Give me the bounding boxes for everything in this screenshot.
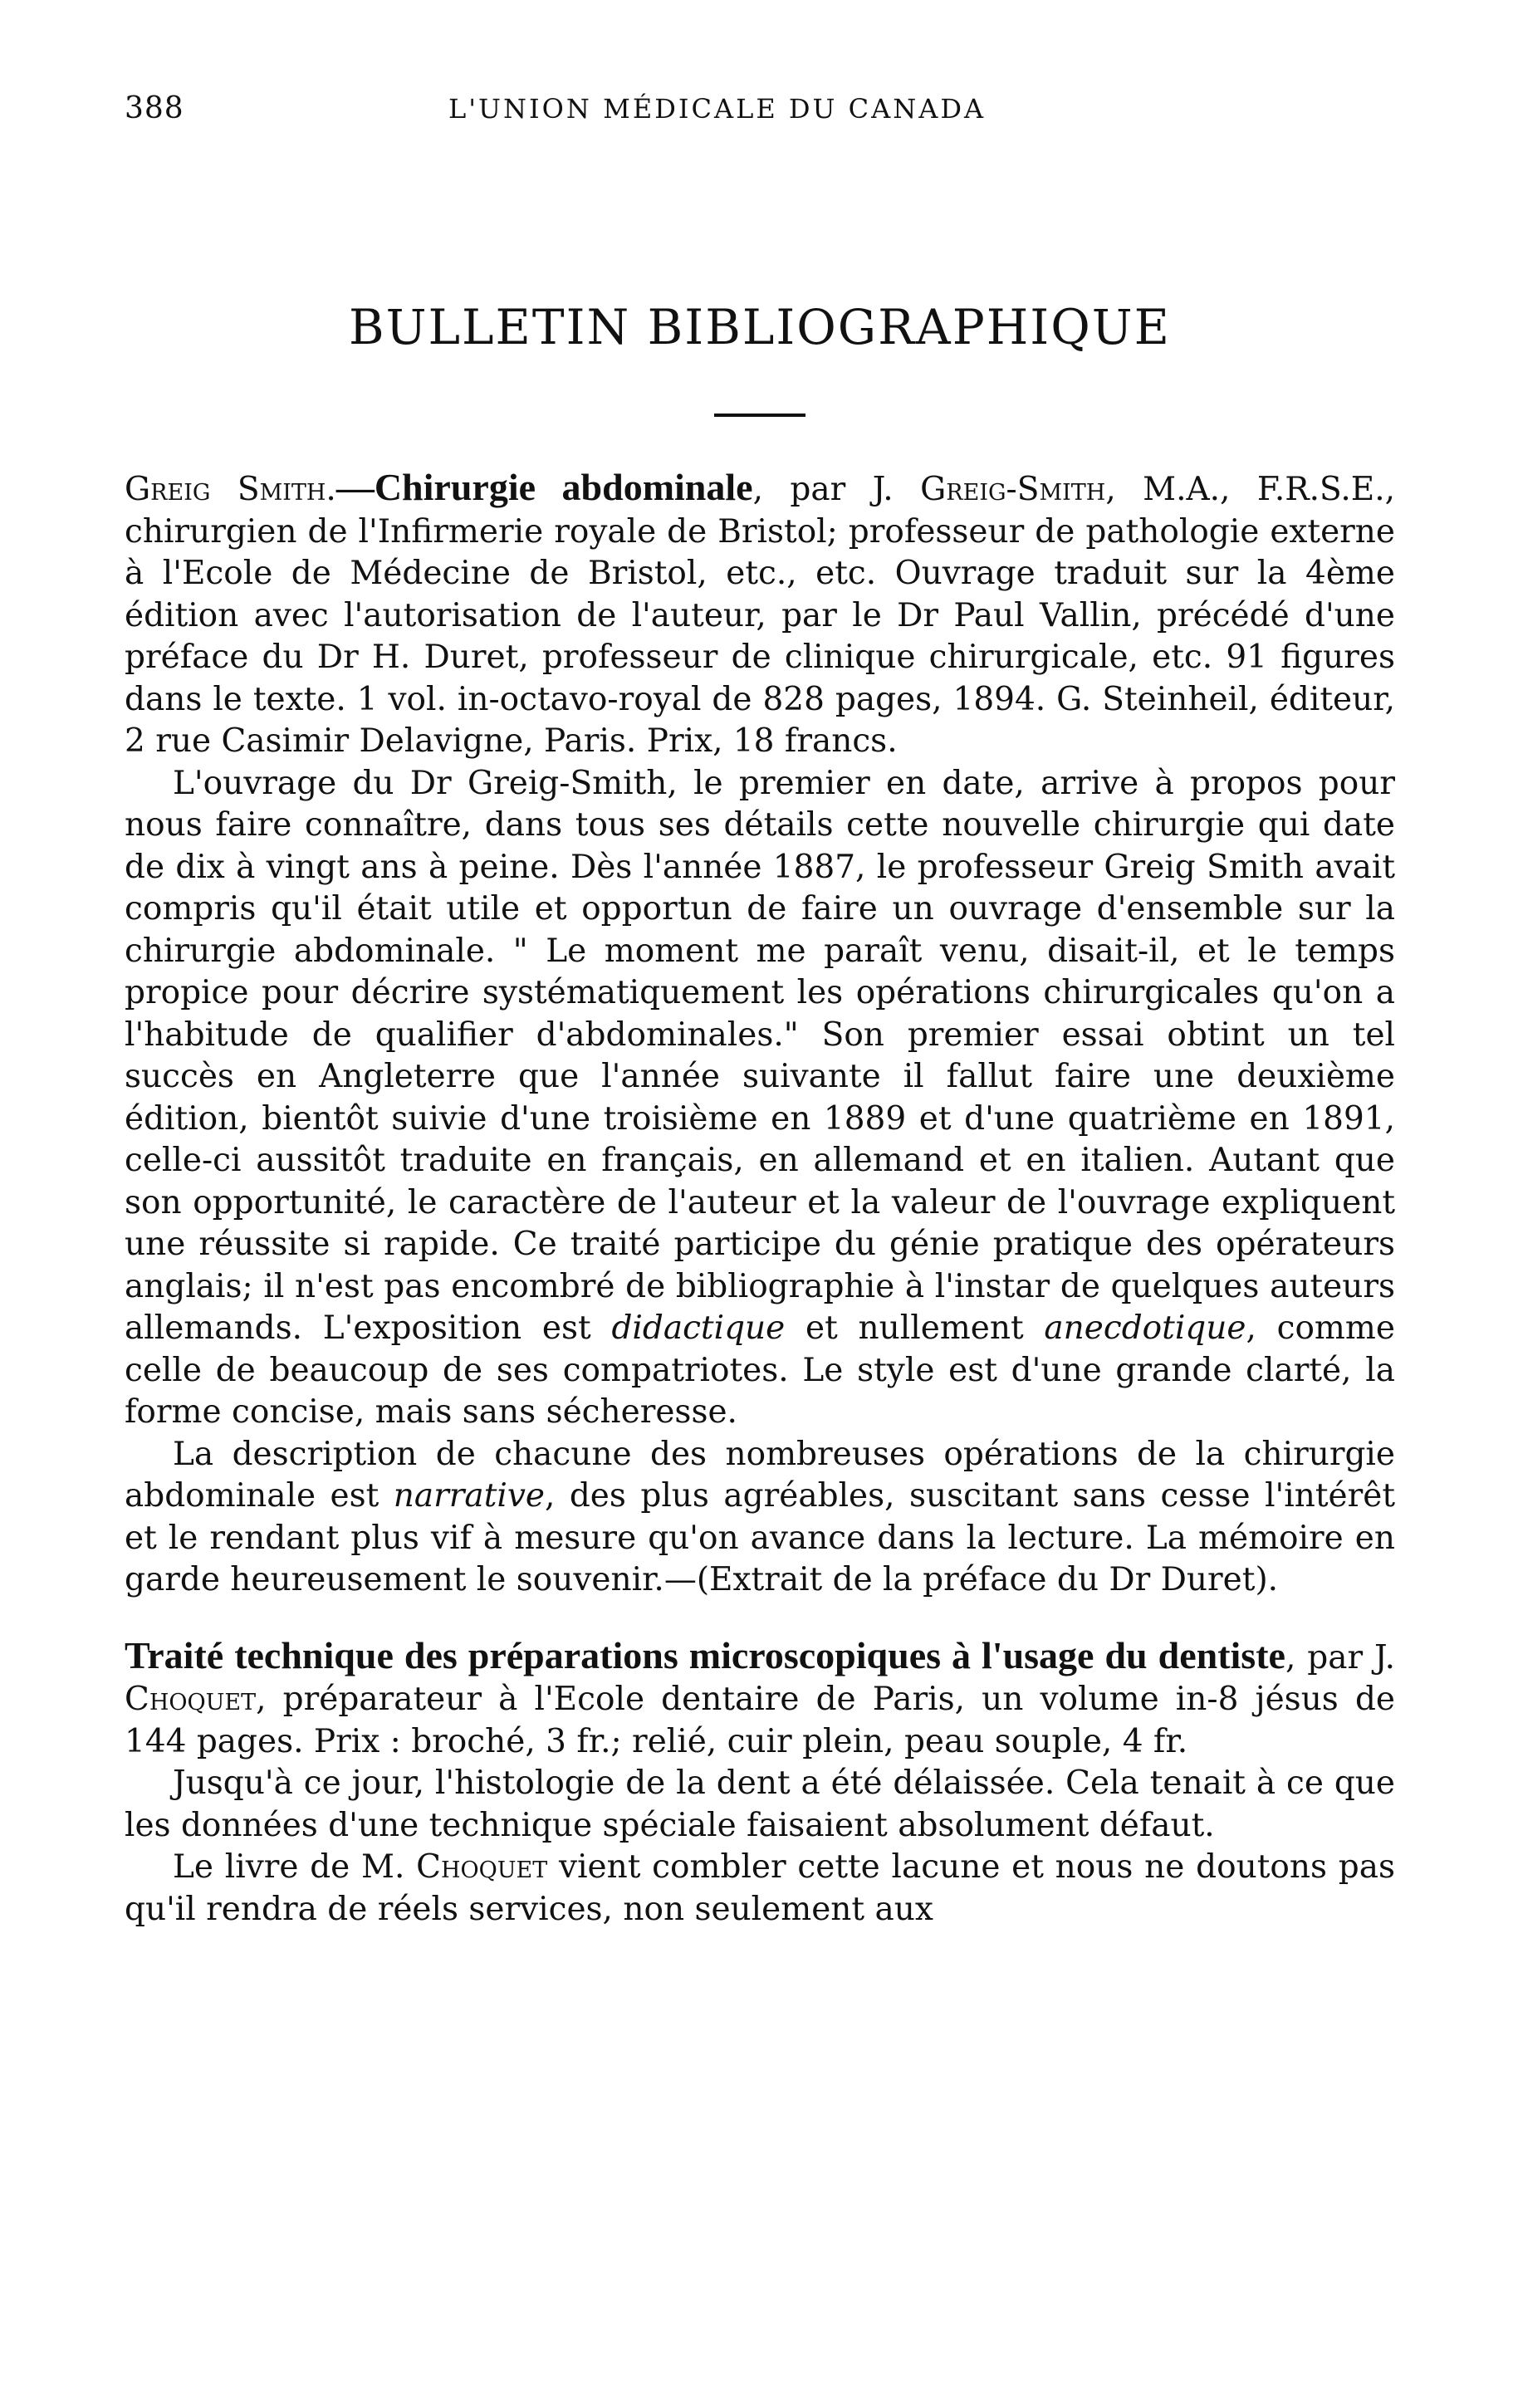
entry-2-p3-b: vient combler cette lacune et nous ne doutons pas qu'il rendra de réels services, non seulement aux xyxy=(125,1848,1395,1928)
entry-1-p2-c: , comme celle de beaucoup de ses compatriotes. Le style est d'une grande clarté, la forme concise, mais sans sécheresse. xyxy=(125,1309,1395,1431)
entry-1-paragraph-3 xyxy=(125,1434,1395,1602)
entry-2-text-b: , préparateur à l'Ecole dentaire de Paris, un volume in-8 jésus de 144 pages. Prix : broché, 3 fr.; relié, cuir plein, peau souple, 4 fr. xyxy=(125,1681,1395,1760)
title-rule xyxy=(714,414,805,417)
entry-1-paragraph-2 xyxy=(125,763,1395,1434)
review-entry-2 xyxy=(125,1635,1395,1931)
entry-2-citation xyxy=(125,1635,1395,1764)
entry-2-text-a: , par J. xyxy=(1285,1638,1395,1676)
entry-2-paragraph-2: Jusqu'à ce jour, l'histologie de la dent a été délaissée. Cela tenait à ce que les données d'une technique spéciale faisaient absolument défaut. xyxy=(125,1764,1395,1844)
page-number: 388 xyxy=(125,91,184,125)
entry-1-p3-b: , des plus agréables, suscitant sans cesse l'intérêt et le rendant plus vif à mesure qu'on avance dans la lecture. La mémoire en garde heureusement le souvenir.—(Extrait de la préface du Dr Duret). xyxy=(125,1477,1395,1598)
entry-1-text-a: , par J. xyxy=(752,471,921,508)
journal-title: L'UNION MÉDICALE DU CANADA xyxy=(448,93,987,125)
entry-1-author-full: Greig-Smith xyxy=(920,471,1106,508)
entry-1-p2-italic-1: didactique xyxy=(611,1309,786,1347)
entry-1-author: Greig Smith. xyxy=(125,471,336,508)
entry-1-p3-a: La description de chacune des nombreuses opérations de la chirurgie abdominale est xyxy=(125,1435,1395,1515)
section-title: BULLETIN BIBLIOGRAPHIQUE xyxy=(349,299,1171,355)
entry-1-p2-italic-2: anecdotique xyxy=(1044,1309,1246,1347)
running-head xyxy=(125,91,1395,141)
entry-2-paragraph-3 xyxy=(125,1847,1395,1931)
entry-1-p3-italic: narrative xyxy=(393,1477,545,1515)
entry-1-text-b: , M.A., F.R.S.E., chirurgien de l'Infirmerie royale de Bristol; professeur de pathologie externe à l'Ecole de Médecine de Bristol, etc., etc. Ouvrage traduit sur la 4ème édition avec l'autorisation de l'auteur, par le Dr Paul Vallin, précédé d'une préface du Dr H. Duret, professeur de clinique chirurgicale, etc. 91 figures dans le texte. 1 vol. in-octavo-royal de 828 pages, 1894. G. Steinheil, éditeur, 2 rue Casimir Delavigne, Paris. Prix, 18 francs. xyxy=(125,471,1395,760)
page xyxy=(125,91,1395,1931)
entry-1-p2-a: L'ouvrage du Dr Greig-Smith, le premier en date, arrive à propos pour nous faire connaître, dans tous ses détails cette nouvelle chirurgie qui date de dix à vingt ans à peine. Dès l'année 1887, le professeur Greig Smith avait compris qu'il était utile et opportun de faire un ouvrage d'ensemble sur la chirurgie abdominale. " Le moment me paraît venu, disait-il, et le temps propice pour décrire systématiquement les opérations chirurgicales qu'on a l'habitude de qualifier d'abdominales." Son premier essai obtint un tel succès en Angleterre que l'année suivante il fallut faire une deuxième édition, bientôt suivie d'une troisième en 1889 et d'une quatrième en 1891, celle-ci aussitôt traduite en français, en allemand et en italien. Autant que son opportunité, le caractère de l'auteur et la valeur de l'ouvrage expliquent une réussite si rapide. Ce traité participe du génie pratique des opérateurs anglais; il n'est pas encombré de bibliographie à l'instar de quelques auteurs allemands. L'exposition est xyxy=(125,764,1395,1347)
entry-2-author: Choquet xyxy=(125,1681,257,1718)
review-entry-1 xyxy=(125,467,1395,1602)
entry-1-citation xyxy=(125,467,1395,763)
entry-2-title: Traité technique des préparations microscopiques à l'usage du dentiste xyxy=(125,1633,1285,1676)
entry-2-p3-author: Choquet xyxy=(416,1848,548,1886)
entry-2-p3-a: Le livre de M. xyxy=(173,1848,417,1886)
entry-1-title: —Chirurgie abdominale xyxy=(335,466,753,508)
entry-1-p2-b: et nullement xyxy=(785,1309,1045,1347)
